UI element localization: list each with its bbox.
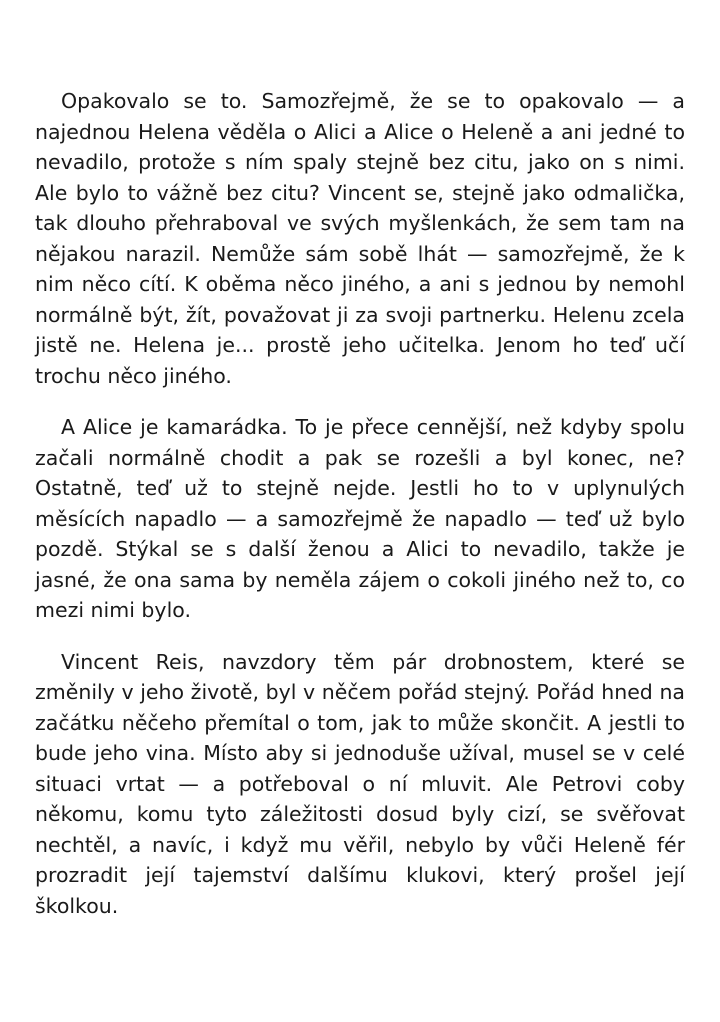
document-page [35,86,685,942]
paragraph-1: Opakovalo se to. Samozřejmě, že se to opakovalo — a najednou Helena věděla o Alici a Alice o Heleně a ani jedné to nevadilo, protože s ním spaly stejně bez citu, jako on s nimi. Ale bylo to vážně bez citu? Vincent se, stejně jako odmalička, tak dlouho přehraboval ve svých myšlenkách, že sem tam na nějakou narazil. Nemůže sám sobě lhát — samozřejmě, že k nim něco cítí. K oběma něco jiného, a ani s jednou by nemohl normálně být, žít, považovat ji za svoji partnerku. Helenu zcela jistě ne. Helena je... prostě jeho učitelka. Jenom ho teď učí trochu něco jiného. [35,89,685,388]
paragraph-2: A Alice je kamarádka. To je přece cennější, než kdyby spolu začali normálně chodit a pak se rozešli a byl konec, ne? Ostatně, teď už to stejně nejde. Jestli ho to v uplynulých měsících napadlo — a samozřejmě že napadlo — teď už bylo pozdě. Stýkal se s další ženou a Alici to nevadilo, takže je jasné, že ona sama by neměla zájem o cokoli jiného než to, co mezi nimi bylo. [35,415,685,622]
paragraph-3: Vincent Reis, navzdory těm pár drobnostem, které se změnily v jeho životě, byl v něčem pořád stejný. Pořád hned na začátku něčeho přemítal o tom, jak to může skončit. A jestli to bude jeho vina. Místo aby si jednoduše užíval, musel se v celé situaci vrtat — a potřeboval o ní mluvit. Ale Petrovi coby někomu, komu tyto záležitosti dosud byly cizí, se svěřovat nechtěl, a navíc, i když mu věřil, nebylo by vůči Heleně fér prozradit její tajemství dalšímu klukovi, který prošel její školkou. [35,649,685,918]
